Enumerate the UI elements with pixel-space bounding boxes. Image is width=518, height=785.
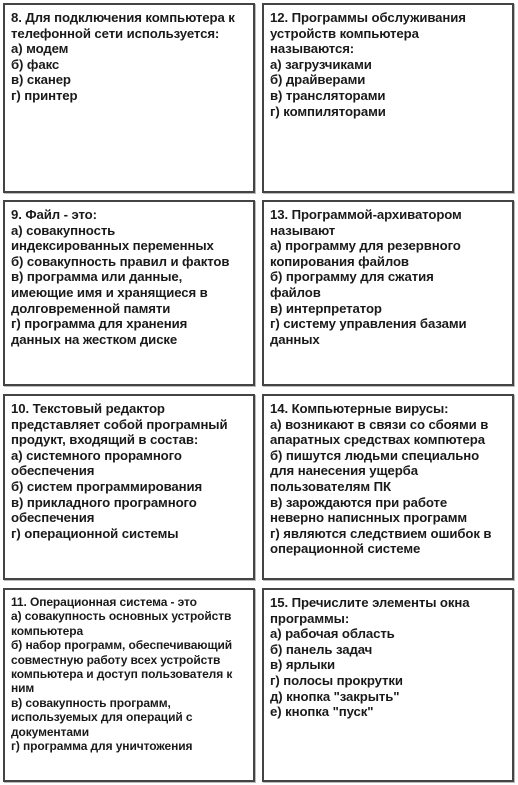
answer-option: г) принтер	[11, 87, 78, 103]
question-card-11	[3, 588, 255, 782]
answer-option: долговременной памяти	[11, 300, 171, 316]
answer-option: ним	[11, 681, 35, 696]
question-text: называют	[270, 222, 336, 238]
answer-option: апаратных средствах компютера	[270, 432, 485, 448]
question-text: 11. Операционная система - это	[11, 595, 197, 609]
answer-option: в) ярлыки	[270, 657, 336, 673]
answer-option: б) панель задач	[270, 641, 373, 657]
question-card-10	[3, 394, 255, 580]
answer-option: имеющие имя и хранящиеся в	[11, 284, 208, 300]
question-card-12	[262, 3, 514, 193]
question-text: называются:	[270, 41, 355, 57]
question-card-8	[3, 3, 255, 193]
question-text: 13. Программой-архиватором	[270, 207, 462, 222]
answer-option: б) пишутся людьми специально	[270, 447, 480, 463]
question-text: 9. Файл - это:	[11, 207, 97, 222]
answer-option: в) совакупность программ,	[11, 695, 171, 710]
answer-option: а) загрузчиками	[270, 56, 372, 72]
question-text: телефонной сети используется:	[11, 25, 220, 41]
answer-option: документами	[11, 724, 89, 739]
question-text: 10. Текстовый редактор	[11, 401, 165, 416]
answer-option: а) рабочая область	[270, 626, 395, 642]
question-text: продукт, входящий в состав:	[11, 432, 199, 448]
answer-option: а) совакупность	[11, 222, 116, 238]
answer-option: в) программа или данные,	[11, 269, 183, 285]
answer-option: а) системного прорамного	[11, 447, 182, 463]
question-card-13	[262, 200, 514, 386]
answer-option: в) трансляторами	[270, 87, 386, 103]
answer-option: г) компиляторами	[270, 103, 386, 119]
answer-option: в) прикладного програмного	[11, 494, 197, 510]
answer-option: а) программу для резервного	[270, 238, 461, 254]
question-card-15	[262, 588, 514, 782]
answer-option: неверно написнных программ	[270, 510, 468, 526]
question-text: 12. Программы обслуживания	[270, 10, 466, 25]
answer-option: г) программа для хранения	[11, 316, 188, 332]
answer-option: б) драйверами	[270, 72, 366, 88]
answer-option: данных	[270, 331, 320, 347]
question-text: 15. Пречислите элементы окна	[270, 595, 470, 610]
question-text: устройств компьютера	[270, 25, 419, 41]
answer-option: в) интерпретатор	[270, 300, 382, 316]
answer-option: г) операционной системы	[11, 525, 179, 541]
answer-option: компьютера и доступ пользователя к	[11, 667, 233, 682]
answer-option: г) программа для уничтожения	[11, 739, 193, 754]
answer-option: совместную работу всех устройств	[11, 652, 221, 667]
answer-option: используемых для операций с	[11, 710, 193, 725]
answer-option: а) модем	[11, 41, 69, 57]
answer-option: д) кнопка "закрыть"	[270, 688, 400, 704]
question-text: 14. Компьютерные вирусы:	[270, 401, 449, 416]
answer-option: для нанесения ущерба	[270, 463, 418, 479]
answer-option: в) зарождаются при работе	[270, 494, 448, 510]
answer-option: операционной системе	[270, 541, 421, 557]
answer-option: компьютера	[11, 623, 84, 638]
answer-option: б) программу для сжатия	[270, 269, 434, 285]
question-card-9	[3, 200, 255, 386]
answer-option: копирования файлов	[270, 253, 409, 269]
question-text: представляет собой програмный	[11, 416, 228, 432]
question-text: 8. Для подключения компьютера к	[11, 10, 235, 25]
answer-option: файлов	[270, 284, 321, 300]
answer-option: б) факс	[11, 56, 60, 72]
question-text: программы:	[270, 610, 350, 626]
answer-option: б) совакупность правил и фактов	[11, 253, 230, 269]
answer-option: данных на жестком диске	[11, 331, 178, 347]
answer-option: а) возникают в связи со сбоями в	[270, 416, 489, 432]
answer-option: индексированных переменных	[11, 238, 214, 254]
answer-option: г) полосы прокрутки	[270, 672, 403, 688]
answer-option: е) кнопка "пуск"	[270, 704, 374, 720]
answer-option: а) совакупность основных устройств	[11, 609, 232, 624]
answer-option: в) сканер	[11, 72, 71, 88]
answer-option: б) набор программ, обеспечивающий	[11, 638, 233, 653]
answer-option: обеспечения	[11, 463, 95, 479]
question-card-14	[262, 394, 514, 580]
answer-option: б) систем программирования	[11, 478, 203, 494]
answer-option: г) систему управления базами	[270, 316, 467, 332]
answer-option: обеспечения	[11, 510, 95, 526]
answer-option: г) являются следствием ошибок в	[270, 525, 492, 541]
answer-option: пользователям ПК	[270, 478, 391, 494]
